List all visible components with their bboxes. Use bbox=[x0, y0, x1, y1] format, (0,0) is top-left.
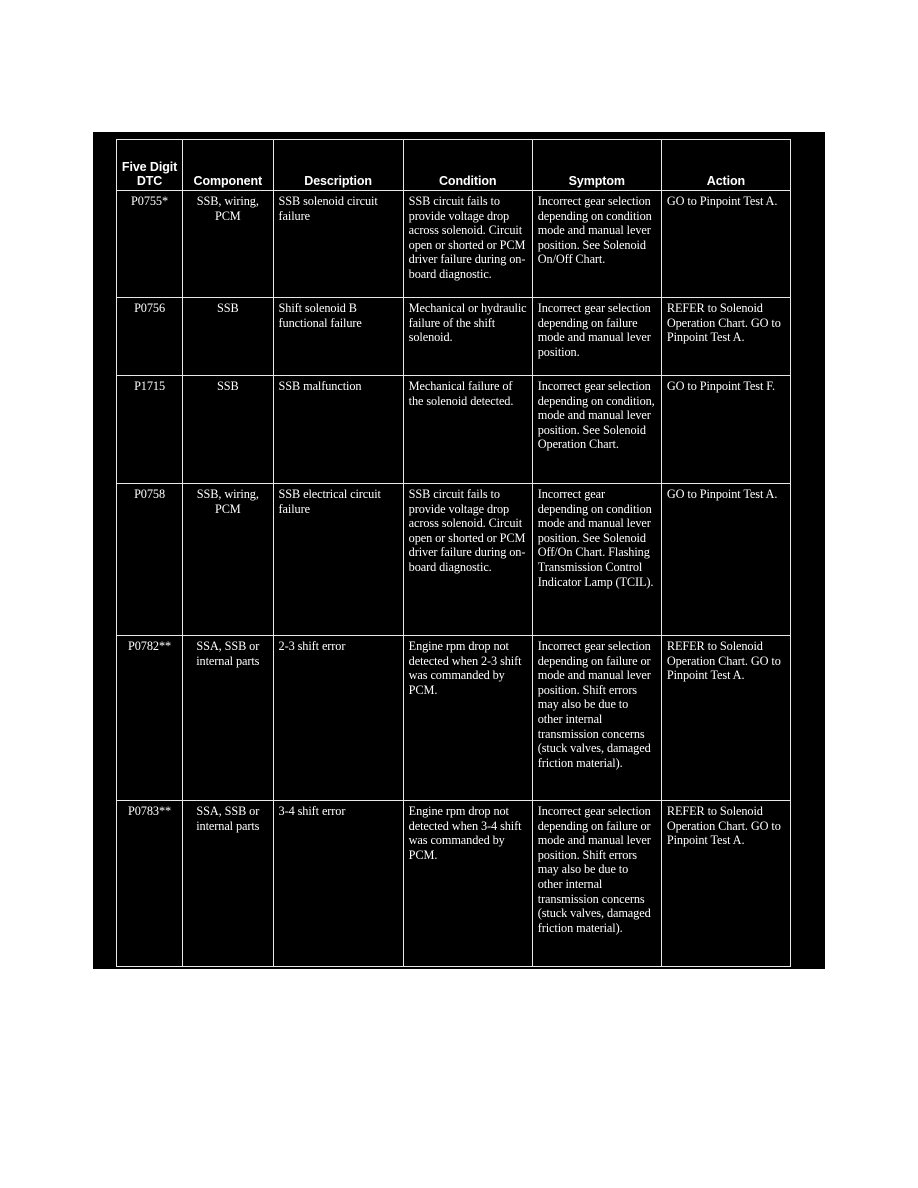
description-cell: 3-4 shift error bbox=[273, 801, 403, 967]
dtc-code: P0758 bbox=[117, 484, 183, 636]
header-five-digit-dtc: Five Digit DTC bbox=[117, 140, 183, 191]
dtc-code: P0782** bbox=[117, 636, 183, 801]
symptom-cell: Incorrect gear selection depending on condition mode and manual lever position. See Solenoid On/Off Chart. bbox=[532, 191, 661, 298]
component-cell: SSB, wiring, PCM bbox=[183, 484, 273, 636]
action-cell: GO to Pinpoint Test A. bbox=[661, 191, 790, 298]
dtc-code: P0755* bbox=[117, 191, 183, 298]
table-row bbox=[117, 636, 791, 801]
component-cell: SSB bbox=[183, 298, 273, 376]
description-cell: SSB electrical circuit failure bbox=[273, 484, 403, 636]
description-cell: SSB malfunction bbox=[273, 376, 403, 484]
symptom-cell: Incorrect gear selection depending on failure or mode and manual lever position. Shift errors may also be due to other internal transmission concerns (stuck valves, damaged friction material). bbox=[532, 801, 661, 967]
dtc-table-panel bbox=[93, 132, 825, 969]
description-cell: Shift solenoid B functional failure bbox=[273, 298, 403, 376]
table-row bbox=[117, 191, 791, 298]
dtc-table bbox=[116, 139, 791, 967]
symptom-cell: Incorrect gear depending on condition mode and manual lever position. See Solenoid Off/On Chart. Flashing Transmission Control Indicator Lamp (TCIL). bbox=[532, 484, 661, 636]
table-row bbox=[117, 298, 791, 376]
condition-cell: Mechanical failure of the solenoid detected. bbox=[403, 376, 532, 484]
table-header-row bbox=[117, 140, 791, 191]
header-description: Description bbox=[273, 140, 403, 191]
component-cell: SSA, SSB or internal parts bbox=[183, 801, 273, 967]
description-cell: SSB solenoid circuit failure bbox=[273, 191, 403, 298]
header-component: Component bbox=[183, 140, 273, 191]
table-row bbox=[117, 376, 791, 484]
condition-cell: Engine rpm drop not detected when 2-3 shift was commanded by PCM. bbox=[403, 636, 532, 801]
symptom-cell: Incorrect gear selection depending on failure mode and manual lever position. bbox=[532, 298, 661, 376]
condition-cell: Engine rpm drop not detected when 3-4 shift was commanded by PCM. bbox=[403, 801, 532, 967]
condition-cell: SSB circuit fails to provide voltage drop across solenoid. Circuit open or shorted or PCM driver failure during on-board diagnostic. bbox=[403, 484, 532, 636]
action-cell: GO to Pinpoint Test F. bbox=[661, 376, 790, 484]
header-condition: Condition bbox=[403, 140, 532, 191]
symptom-cell: Incorrect gear selection depending on condition, mode and manual lever position. See Solenoid Operation Chart. bbox=[532, 376, 661, 484]
component-cell: SSA, SSB or internal parts bbox=[183, 636, 273, 801]
component-cell: SSB, wiring, PCM bbox=[183, 191, 273, 298]
dtc-code: P1715 bbox=[117, 376, 183, 484]
action-cell: REFER to Solenoid Operation Chart. GO to Pinpoint Test A. bbox=[661, 636, 790, 801]
action-cell: REFER to Solenoid Operation Chart. GO to Pinpoint Test A. bbox=[661, 298, 790, 376]
action-cell: REFER to Solenoid Operation Chart. GO to Pinpoint Test A. bbox=[661, 801, 790, 967]
table-row bbox=[117, 484, 791, 636]
action-cell: GO to Pinpoint Test A. bbox=[661, 484, 790, 636]
condition-cell: SSB circuit fails to provide voltage drop across solenoid. Circuit open or shorted or PCM driver failure during on-board diagnostic. bbox=[403, 191, 532, 298]
condition-cell: Mechanical or hydraulic failure of the shift solenoid. bbox=[403, 298, 532, 376]
symptom-cell: Incorrect gear selection depending on failure or mode and manual lever position. Shift errors may also be due to other internal transmission concerns (stuck valves, damaged friction material). bbox=[532, 636, 661, 801]
table-row bbox=[117, 801, 791, 967]
header-symptom: Symptom bbox=[532, 140, 661, 191]
dtc-code: P0783** bbox=[117, 801, 183, 967]
dtc-code: P0756 bbox=[117, 298, 183, 376]
description-cell: 2-3 shift error bbox=[273, 636, 403, 801]
component-cell: SSB bbox=[183, 376, 273, 484]
header-action: Action bbox=[661, 140, 790, 191]
